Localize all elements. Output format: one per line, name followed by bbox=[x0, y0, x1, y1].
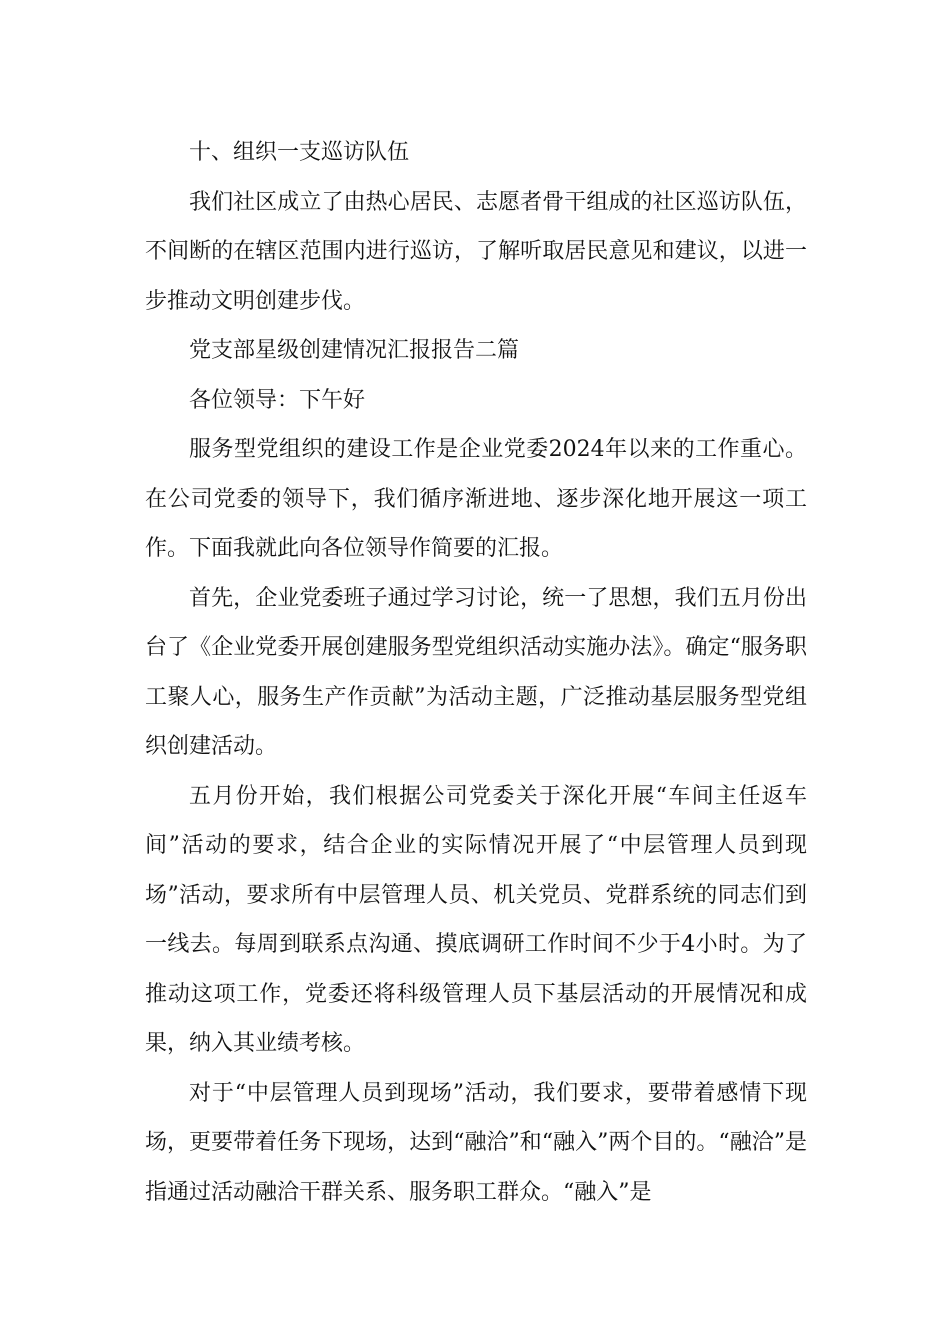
section-heading: 十、组织一支巡访队伍 bbox=[189, 140, 410, 165]
body-paragraph: 五月份开始，我们根据公司党委关于深化开展“车间主任返车间”活动的要求，结合企业的实际情况开展了“中层管理人员到现场”活动，要求所有中层管理人员、机关党员、党群系统的同志们到一线去。每周到联系点沟通、摸底调研工作时间不少于4小时。为了推动这项工作，党委还将科级管理人员下基层活动的开展情况和成果，纳入其业绩考核。 bbox=[145, 783, 807, 1056]
body-paragraph: 对于“中层管理人员到现场”活动，我们要求，要带着感情下现场，更要带着任务下现场，达到“融洽”和“融入”两个目的。“融洽”是指通过活动融洽干群关系、服务职工群众。“融入”是 bbox=[145, 1080, 807, 1205]
body-paragraph: 首先，企业党委班子通过学习讨论，统一了思想，我们五月份出台了《企业党委开展创建服务型党组织活动实施办法》。确定“服务职工聚人心，服务生产作贡献”为活动主题，广泛推动基层服务型党组织创建活动。 bbox=[145, 585, 807, 759]
body-paragraph: 服务型党组织的建设工作是企业党委2024年以来的工作重心。在公司党委的领导下，我们循序渐进地、逐步深化地开展这一项工作。下面我就此向各位领导作简要的汇报。 bbox=[145, 437, 807, 561]
body-paragraph: 我们社区成立了由热心居民、志愿者骨干组成的社区巡访队伍，不间断的在辖区范围内进行巡访，了解听取居民意见和建议，以进一步推动文明创建步伐。 bbox=[145, 189, 807, 314]
report-title: 党支部星级创建情况汇报报告二篇 bbox=[189, 338, 520, 363]
document-body bbox=[145, 128, 807, 1217]
salutation: 各位领导：下午好 bbox=[189, 387, 366, 413]
